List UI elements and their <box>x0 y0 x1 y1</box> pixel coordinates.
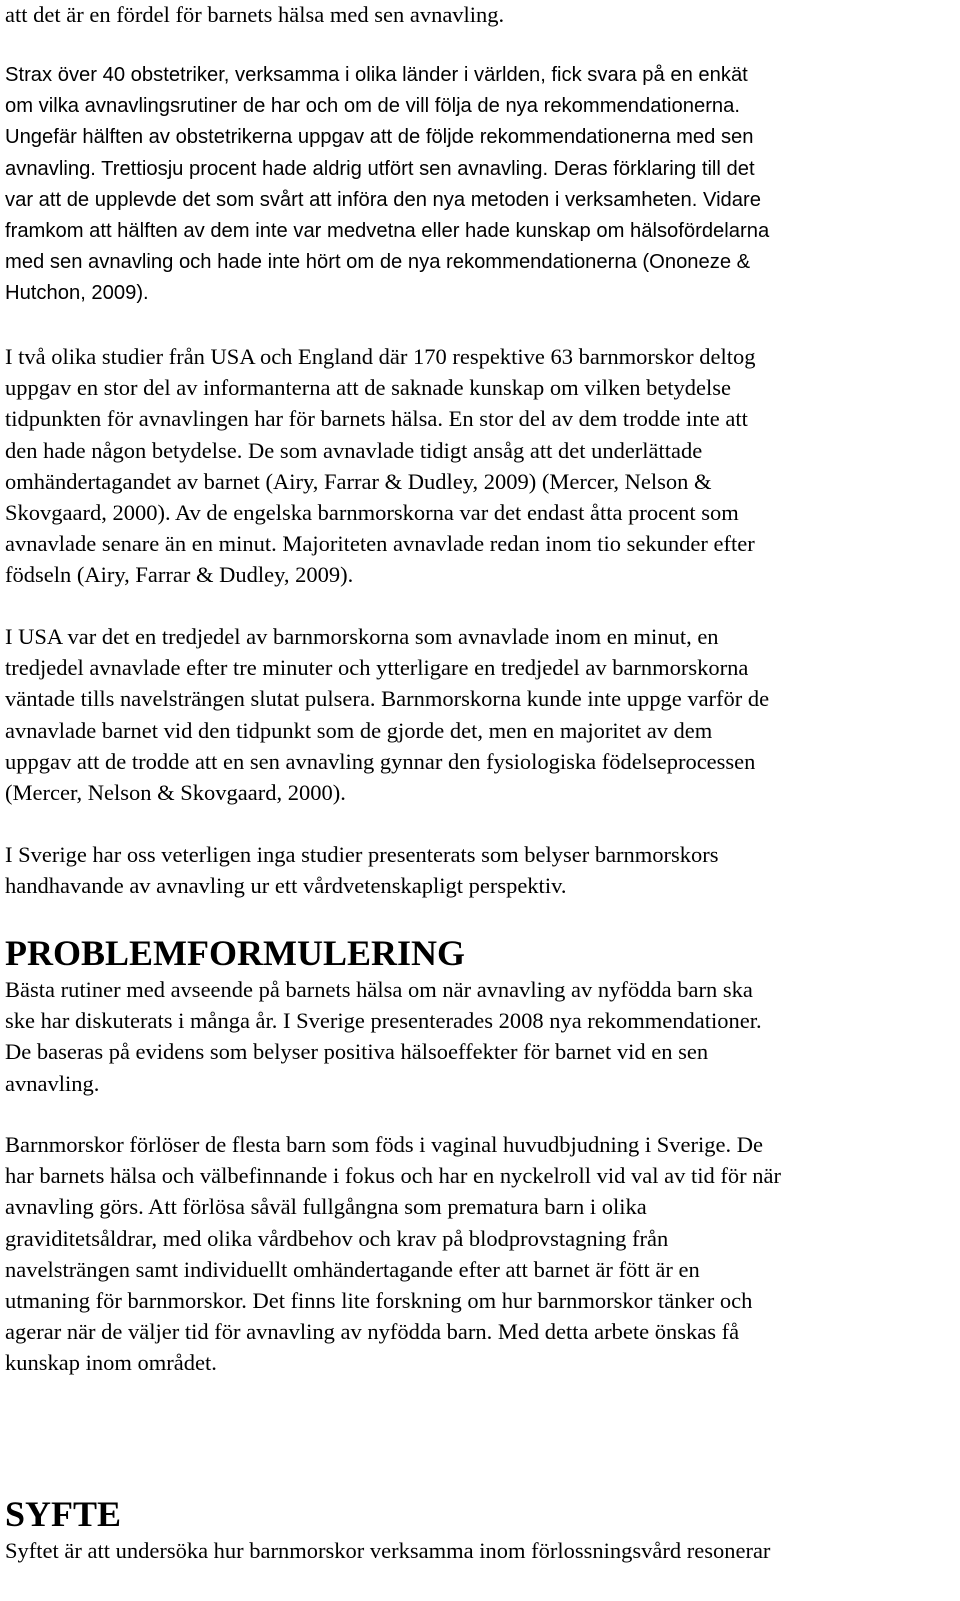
text-line: uppgav en stor del av informanterna att de saknade kunskap om vilken betydelse <box>5 375 732 401</box>
text-line: navelsträngen samt individuellt omhändertagande efter att barnet är fött är en <box>5 1256 700 1282</box>
text-line: Strax över 40 obstetriker, verksamma i olika länder i världen, fick svara på en enkät <box>5 64 748 86</box>
paragraph-sweden-studies <box>5 839 955 901</box>
text-line: tidpunkten för avnavlingen har för barnets hälsa. En stor del av dem trodde inte att <box>5 406 748 432</box>
text-line: Barnmorskor förlöser de flesta barn som föds i vaginal huvudbjudning i Sverige. De <box>5 1132 763 1157</box>
text-line: födseln (Airy, Farrar & Dudley, 2009). <box>5 562 354 588</box>
text-line: framkom att hälften av dem inte var medvetna eller hade kunskap om hälsofördelarna <box>5 220 770 243</box>
text-line: tredjedel avnavlade efter tre minuter och ytterligare en tredjedel av barnmorskorna <box>5 655 749 681</box>
text-line: Skovgaard, 2000). Av de engelska barnmorskorna var det endast åtta procent som <box>5 500 739 526</box>
text-line: (Mercer, Nelson & Skovgaard, 2000). <box>5 780 346 806</box>
text-line: utmaning för barnmorskor. Det finns lite forskning om hur barnmorskor tänker och <box>5 1288 753 1314</box>
paragraph-best-routines <box>5 974 955 1099</box>
section-heading-problemformulering: PROBLEMFORMULERING <box>5 933 466 973</box>
paragraph-obstetricians-survey <box>5 60 955 310</box>
text-line: var att de upplevde det som svårt att införa den nya metoden i verksamheten. Vidare <box>5 188 761 211</box>
text-line: avnavling. Trettiosju procent hade aldrig utfört sen avnavling. Deras förklaring till det <box>5 157 755 180</box>
text-line: att det är en fördel för barnets hälsa med sen avnavling. <box>5 2 505 27</box>
text-line: Ungefär hälften av obstetrikerna uppgav att de följde rekommendationerna med sen <box>5 126 754 149</box>
paragraph-purpose <box>5 1535 955 1566</box>
text-line: I Sverige har oss veterligen inga studier presenterats som belyser barnmorskors <box>5 842 719 867</box>
paragraph-usa-england-studies <box>5 341 955 591</box>
text-line: De baseras på evidens som belyser positiva hälsoeffekter för barnet vid en sen <box>5 1039 709 1065</box>
text-line: graviditetsåldrar, med olika vårdbehov och krav på blodprovstagning från <box>5 1225 669 1251</box>
text-line: I två olika studier från USA och England där 170 respektive 63 barnmorskor deltog <box>5 344 756 369</box>
text-line: den hade någon betydelse. De som avnavlade tidigt ansåg att det underlättade <box>5 437 703 463</box>
paragraph-midwives-role <box>5 1129 955 1379</box>
text-line: uppgav att de trodde att en sen avnavling gynnar den fysiologiska födelseprocessen <box>5 748 756 774</box>
text-line: omhändertagandet av barnet (Airy, Farrar & Dudley, 2009) (Mercer, Nelson & <box>5 468 712 494</box>
text-line: väntade tills navelsträngen slutat pulsera. Barnmorskorna kunde inte uppge varför de <box>5 686 770 712</box>
text-line: agerar när de väljer tid för avnavling av nyfödda barn. Med detta arbete önskas få <box>5 1319 740 1345</box>
text-line: avnavling görs. Att förlösa såväl fullgångna som prematura barn i olika <box>5 1194 647 1220</box>
text-line: avnavlade barnet vid den tidpunkt som de gjorde det, men en majoritet av dem <box>5 717 713 743</box>
text-line: har barnets hälsa och välbefinnande i fokus och har en nyckelroll vid val av tid för när <box>5 1163 781 1189</box>
text-line: med sen avnavling och hade inte hört om de nya rekommendationerna (Ononeze & <box>5 251 751 274</box>
text-line: handhavande av avnavling ur ett vårdvetenskapligt perspektiv. <box>5 873 567 899</box>
text-line: om vilka avnavlingsrutiner de har och om de vill följa de nya rekommendationerna. <box>5 95 740 118</box>
section-heading-syfte: SYFTE <box>5 1494 122 1534</box>
paragraph-intro-continuation <box>5 0 955 30</box>
text-line: Syftet är att undersöka hur barnmorskor verksamma inom förlossningsvård resonerar <box>5 1538 771 1563</box>
text-line: Bästa rutiner med avseende på barnets hälsa om när avnavling av nyfödda barn ska <box>5 977 753 1002</box>
text-line: Hutchon, 2009). <box>5 282 149 305</box>
text-line: avnavling. <box>5 1070 100 1096</box>
text-line: avnavlade senare än en minut. Majoriteten avnavlade redan inom tio sekunder efter <box>5 531 755 557</box>
text-line: I USA var det en tredjedel av barnmorskorna som avnavlade inom en minut, en <box>5 624 719 649</box>
paragraph-usa-midwives <box>5 621 955 808</box>
text-line: ske har diskuterats i många år. I Sverige presenterades 2008 nya rekommendationer. <box>5 1008 762 1034</box>
text-line: kunskap inom området. <box>5 1350 217 1376</box>
